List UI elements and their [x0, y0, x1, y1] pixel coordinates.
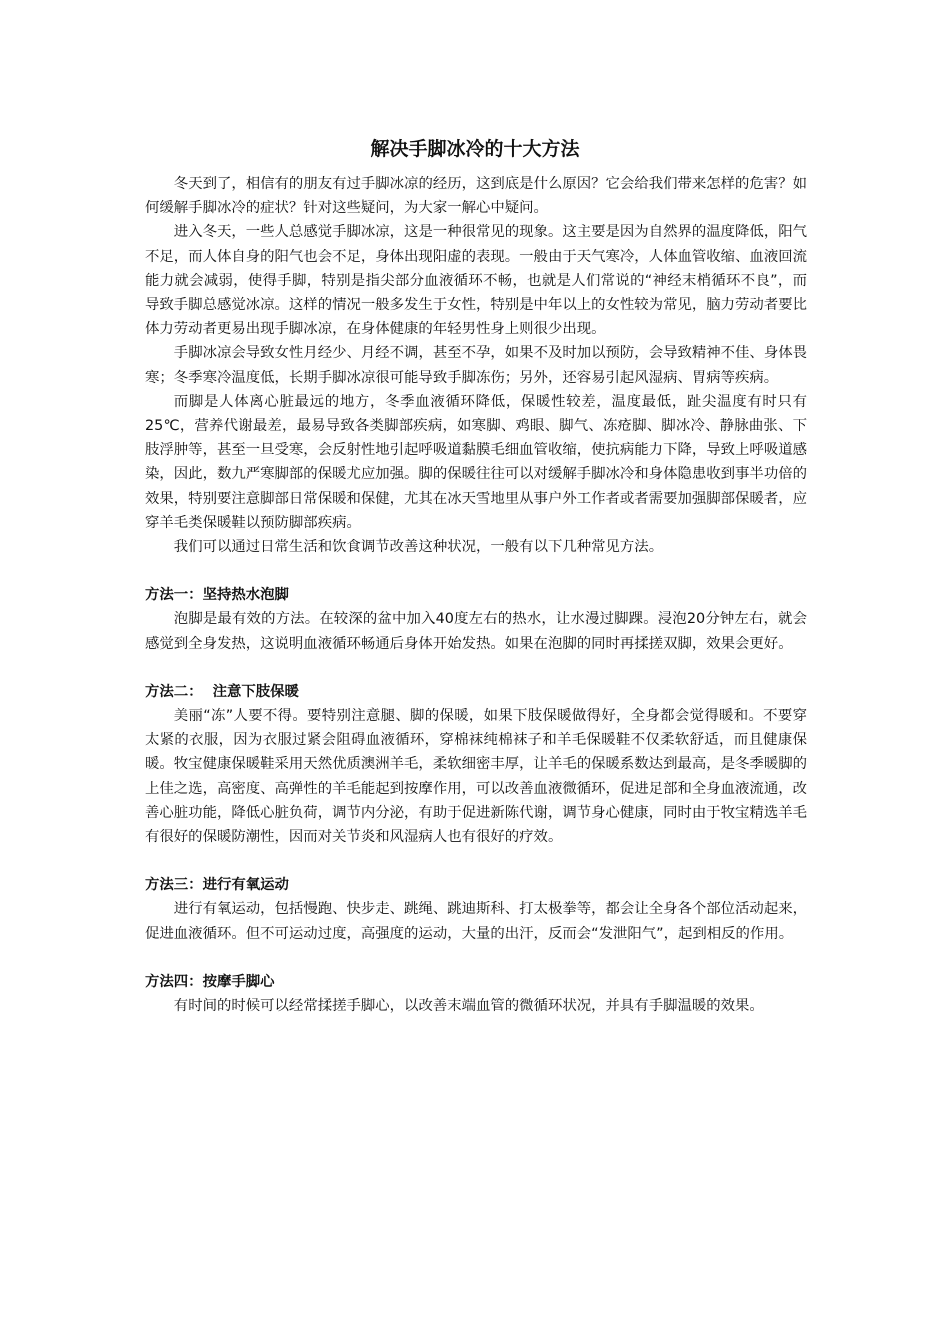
method-3-heading: 方法三：进行有氧运动 — [145, 877, 289, 894]
intro-paragraph-2: 进入冬天，一些人总感觉手脚冰凉，这是一种很常见的现象。这主要是因为自然界的温度降低，阳气不足，而人体自身的阳气也会不足，身体出现阳虚的表现。一般由于天气寒冷，人体血管收缩、血液回流能力就会减弱，使得手脚，特别是指尖部分血液循环不畅，也就是人们常说的“神经末梢循环不良”，而导致手脚总感觉冰凉。这样的情况一般多发生于女性，特别是中年以上的女性较为常见，脑力劳动者要比体力劳动者更易出现手脚冰凉，在身体健康的年轻男性身上则很少出现。 — [145, 224, 807, 338]
intro-paragraph-3: 手脚冰凉会导致女性月经少、月经不调，甚至不孕，如果不及时加以预防，会导致精神不佳、身体畏寒；冬季寒冷温度低，长期手脚冰凉很可能导致手脚冻伤；另外，还容易引起风湿病、胃病等疾病。 — [145, 345, 807, 386]
method-2-heading: 方法二： 注意下肢保暖 — [145, 683, 299, 700]
method-2-text: 美丽“冻”人要不得。要特别注意腿、脚的保暖，如果下肢保暖做得好，全身都会觉得暖和。不要穿太紧的衣服，因为衣服过紧会阻碍血液循环，穿棉袜纯棉袜子和羊毛保暖鞋不仅柔软舒适，而且健康保暖。牧宝健康保暖鞋采用天然优质澳洲羊毛，柔软细密丰厚，让羊毛的保暖系数达到最高，是冬季暖脚的上佳之选，高密度、高弹性的羊毛能起到按摩作用，可以改善血液微循环，促进足部和全身血液流通，改善心脏功能，降低心脏负荷，调节内分泌，有助于促进新陈代谢，调节身心健康，同时由于牧宝精选羊毛有很好的保暖防潮性，因而对关节炎和风湿病人也有很好的疗效。 — [145, 708, 807, 846]
method-1-text: 泡脚是最有效的方法。在较深的盆中加入40度左右的热水，让水漫过脚踝。浸泡20分钟左右，就会感觉到全身发热，这说明血液循环畅通后身体开始发热。如果在泡脚的同时再揉搓双脚，效果会更好。 — [145, 611, 807, 652]
intro-paragraph-5: 我们可以通过日常生活和饮食调节改善这种状况，一般有以下几种常见方法。 — [173, 539, 664, 556]
intro-paragraph-4: 而脚是人体离心脏最远的地方，冬季血液循环降低，保暖性较差，温度最低，趾尖温度有时只有25℃，营养代谢最差，最易导致各类脚部疾病，如寒脚、鸡眼、脚气、冻疮脚、脚冰冷、静脉曲张、下肢浮肿等，甚至一旦受寒，会反射性地引起呼吸道黏膜毛细血管收缩，使抗病能力下降，导致上呼吸道感染，因此，数九严寒脚部的保暖尤应加强。脚的保暖往往可以对缓解手脚冰冷和身体隐患收到事半功倍的效果，特别要注意脚部日常保暖和保健，尤其在冰天雪地里从事户外工作者或者需要加强脚部保暖者，应穿羊毛类保暖鞋以预防脚部疾病。 — [145, 393, 807, 531]
intro-paragraph-1: 冬天到了，相信有的朋友有过手脚冰凉的经历，这到底是什么原因？它会给我们带来怎样的危害？如何缓解手脚冰冷的症状？针对这些疑问，为大家一解心中疑问。 — [145, 176, 807, 217]
method-3-text: 进行有氧运动，包括慢跑、快步走、跳绳、跳迪斯科、打太极拳等，都会让全身各个部位活动起来，促进血液循环。但不可运动过度，高强度的运动，大量的出汗，反而会“发泄阳气”，起到相反的作用。 — [145, 901, 807, 942]
method-4-text: 有时间的时候可以经常揉搓手脚心，以改善末端血管的微循环状况，并具有手脚温暖的效果。 — [173, 998, 764, 1015]
method-4-heading: 方法四：按摩手脚心 — [145, 973, 275, 990]
document-title: 解决手脚冰冷的十大方法 — [370, 138, 580, 160]
method-1-heading: 方法一：坚持热水泡脚 — [145, 587, 289, 604]
